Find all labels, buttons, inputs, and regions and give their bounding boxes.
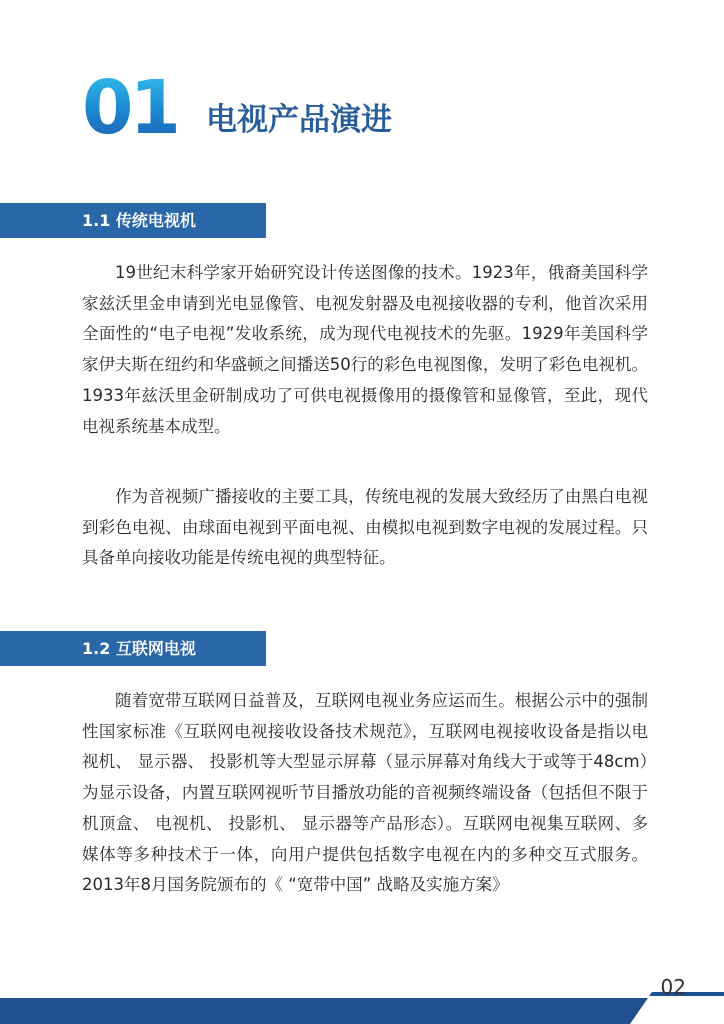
section-heading: 1.1 传统电视机 [82, 211, 196, 230]
chapter-title: 电视产品演进 [206, 102, 392, 138]
chapter-number: 01 [82, 65, 177, 151]
section-heading-bar [0, 631, 266, 666]
section-heading: 1.2 互联网电视 [82, 639, 196, 658]
page-number: 02 [660, 975, 686, 999]
body-paragraph: 作为音视频广播接收的主要工具，传统电视的发展大致经历了由黑白电视到彩色电视、由球面电视到平面电视、由模拟电视到数字电视的发展过程。只具备单向接收功能是传统电视的典型特征。 [82, 487, 648, 568]
section-heading-bar [0, 203, 266, 238]
body-paragraph: 随着宽带互联网日益普及，互联网电视业务应运而生。根据公示中的强制性国家标准《互联网电视接收设备技术规范》，互联网电视接收设备是指以电视机、 显示器、 投影机等大型显示屏幕（显示屏幕对角线大于或等于48cm）为显示设备，内置互联网视听节目播放功能的音视频终端设备（包括但不限于机顶盒、 电视机、 投影机、 显示器等产品形态）。互联网电视集互联网、多媒体等多种技术于一体，向用户提供包括数字电视在内的多种交互式服务。2013年8月国务院颁布的《 “宽带中国” 战略及实施方案》 [82, 691, 648, 895]
footer-credit: 智慧屏白皮书工作组编制 [70, 980, 224, 996]
body-paragraph: 19世纪末科学家开始研究设计传送图像的技术。1923年，俄裔美国科学家兹沃里金申请到光电显像管、电视发射器及电视接收器的专利，他首次采用全面性的“电子电视”发收系统，成为现代电视技术的先驱。1929年美国科学家伊夫斯在纽约和华盛顿之间播送50行的彩色电视图像，发明了彩色电视机。1933年兹沃里金研制成功了可供电视摄像用的摄像管和显像管，至此，现代电视系统基本成型。 [82, 263, 648, 436]
footer-blue-band [0, 998, 648, 1024]
